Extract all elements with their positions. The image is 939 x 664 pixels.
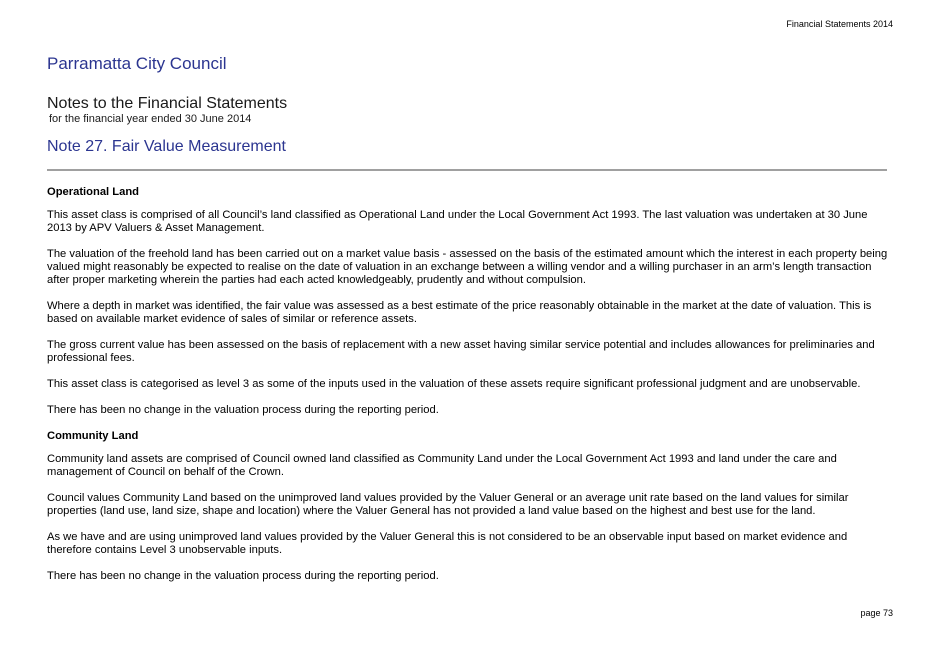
document-label: Financial Statements 2014 bbox=[786, 19, 893, 29]
paragraph: The gross current value has been assessed on the basis of replacement with a new asset having similar service potential and includes allowances for preliminaries and professional fees. bbox=[47, 339, 875, 364]
paragraph: The valuation of the freehold land has been carried out on a market value basis - assessed on the basis of the estimated amount which the interest in each property being valued might reasonably be expected to realise on the date of valuation in an exchange between a willing vendor and a willing purchaser in an arm’s length transaction after proper marketing wherein the parties had each acted knowledgeably, prudently and without compulsion. bbox=[47, 248, 888, 286]
paragraph: Council values Community Land based on the unimproved land values provided by the Valuer General or an average unit rate based on the land values for similar properties (land use, land size, shape and location) where the Valuer General has not provided a land value based on the highest and best use for the land. bbox=[47, 492, 849, 517]
notes-title: Notes to the Financial Statements bbox=[47, 95, 288, 112]
paragraph: There has been no change in the valuation process during the reporting period. bbox=[47, 404, 439, 416]
header-divider bbox=[47, 169, 887, 171]
section-operational-land bbox=[47, 186, 892, 417]
section-heading: Community Land bbox=[47, 430, 139, 442]
council-name: Parramatta City Council bbox=[47, 54, 227, 73]
section-community-land bbox=[47, 430, 892, 583]
paragraph: This asset class is comprised of all Council’s land classified as Operational Land under the Local Government Act 1993. The last valuation was undertaken at 30 June 2013 by APV Valuers & Asset Management. bbox=[47, 209, 868, 234]
note-content bbox=[47, 186, 892, 596]
notes-subtitle: for the financial year ended 30 June 2014 bbox=[49, 113, 252, 125]
paragraph: Where a depth in market was identified, the fair value was assessed as a best estimate of the price reasonably obtainable in the market at the date of valuation. This is based on available market evidence of sales of similar or reference assets. bbox=[47, 300, 872, 325]
page-number: page 73 bbox=[860, 608, 893, 618]
section-heading: Operational Land bbox=[47, 186, 139, 198]
paragraph: Community land assets are comprised of Council owned land classified as Community Land under the Local Government Act 1993 and land under the care and management of Council on behalf of the Crown. bbox=[47, 453, 837, 478]
paragraph: As we have and are using unimproved land values provided by the Valuer General this is not considered to be an observable input based on market evidence and therefore contains Level 3 unobservable inputs. bbox=[47, 531, 848, 556]
paragraph: There has been no change in the valuation process during the reporting period. bbox=[47, 570, 439, 582]
paragraph: This asset class is categorised as level 3 as some of the inputs used in the valuation of these assets require significant professional judgment and are unobservable. bbox=[47, 378, 861, 390]
note-title: Note 27. Fair Value Measurement bbox=[47, 138, 286, 155]
